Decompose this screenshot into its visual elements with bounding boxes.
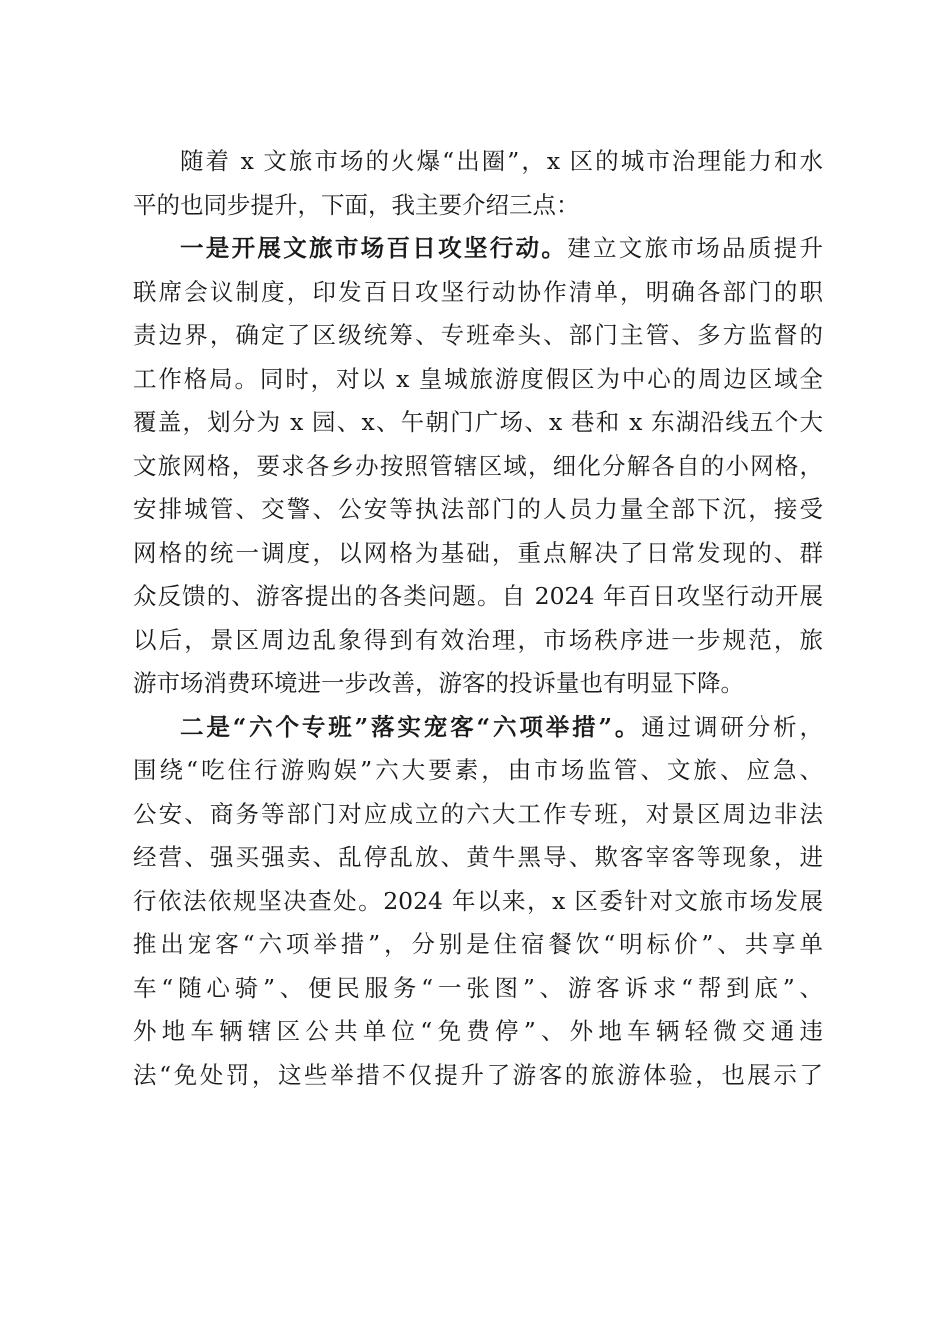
- text-span: 以后，景区周边乱象得到有效治理，市场秩序进一步规范，旅: [133, 625, 823, 654]
- paragraph-2-line-3: [133, 314, 823, 358]
- text-span: 覆盖，划分为 x 园、x、午朝门广场、x 巷和 x 东湖沿线五个大: [133, 408, 823, 436]
- text-span: 公安、商务等部门对应成立的六大工作专班，对景区周边非法: [133, 799, 823, 828]
- paragraph-3-line-2: [133, 749, 823, 793]
- text-span: 外地车辆辖区公共单位“免费停”、外地车辆轻微交通违: [133, 1017, 823, 1045]
- text-span: 通过调研分析，: [641, 712, 823, 741]
- paragraph-2-line-2: [133, 271, 823, 315]
- paragraph-3-line-7: [133, 967, 823, 1011]
- text-span: 众反馈的、游客提出的各类问题。自 2024 年百日攻坚行动开展: [133, 582, 823, 610]
- paragraph-2-line-4: [133, 358, 823, 402]
- text-span: 行依法依规坚决查处。2024 年以来，x 区委针对文旅市场发展: [133, 886, 823, 915]
- paragraph-2-line-11: [133, 662, 823, 706]
- text-span: 车“随心骑”、便民服务“一张图”、游客诉求“帮到底”、: [133, 973, 823, 1002]
- text-span: 随着 x 文旅市场的火爆“出圈”，x 区的城市治理能力和水: [180, 147, 823, 175]
- paragraph-2-line-5: [133, 401, 823, 445]
- paragraph-2-line-7: [133, 488, 823, 532]
- text-span: 网格的统一调度，以网格为基础，重点解决了日常发现的、群: [133, 538, 823, 567]
- paragraph-1-line-2: [133, 184, 823, 228]
- text-span: 工作格局。同时，对以 x 皇城旅游度假区为中心的周边区域全: [133, 364, 823, 393]
- text-span: 文旅网格，要求各乡办按照管辖区域，细化分解各自的小网格，: [133, 451, 823, 480]
- text-span: 推出宠客“六项举措”，分别是住宿餐饮“明标价”、共享单: [133, 930, 823, 958]
- text-span: 围绕“吃住行游购娱”六大要素，由市场监管、文旅、应急、: [133, 756, 823, 784]
- bold-heading: 一是开展文旅市场百日攻坚行动。: [180, 234, 568, 262]
- paragraph-2-line-6: [133, 445, 823, 489]
- text-span: 游市场消费环境进一步改善，游客的投诉量也有明显下降。: [133, 669, 744, 697]
- paragraph-3-line-3: [133, 793, 823, 837]
- text-span: 建立文旅市场品质提升: [567, 234, 823, 262]
- text-span: 平的也同步提升，下面，我主要介绍三点：: [133, 190, 580, 219]
- text-span: 安排城管、交警、公安等执法部门的人员力量全部下沉，接受: [133, 495, 823, 523]
- paragraph-2-line-8: [133, 532, 823, 576]
- text-span: 责边界，确定了区级统筹、专班牵头、部门主管、多方监督的: [133, 321, 823, 349]
- paragraph-3-line-4: [133, 836, 823, 880]
- paragraph-2-line-10: [133, 619, 823, 663]
- paragraph-3-line-6: [133, 923, 823, 967]
- paragraph-1-line-1: [133, 140, 823, 184]
- paragraph-2-line-1: [133, 227, 823, 271]
- paragraph-2-line-9: [133, 575, 823, 619]
- bold-heading: 二是“六个专班”落实宠客“六项举措”。: [180, 712, 642, 741]
- text-span: 经营、强买强卖、乱停乱放、黄牛黑导、欺客宰客等现象，进: [133, 843, 823, 871]
- text-span: 法“免处罚，这些举措不仅提升了游客的旅游体验，也展示了: [133, 1060, 823, 1089]
- paragraph-3-line-9: [133, 1054, 823, 1098]
- text-span: 联席会议制度，印发百日攻坚行动协作清单，明确各部门的职: [133, 277, 823, 306]
- paragraph-3-line-8: [133, 1010, 823, 1054]
- paragraph-3-line-5: [133, 880, 823, 924]
- paragraph-3-line-1: [133, 706, 823, 750]
- body-text: [133, 140, 823, 1097]
